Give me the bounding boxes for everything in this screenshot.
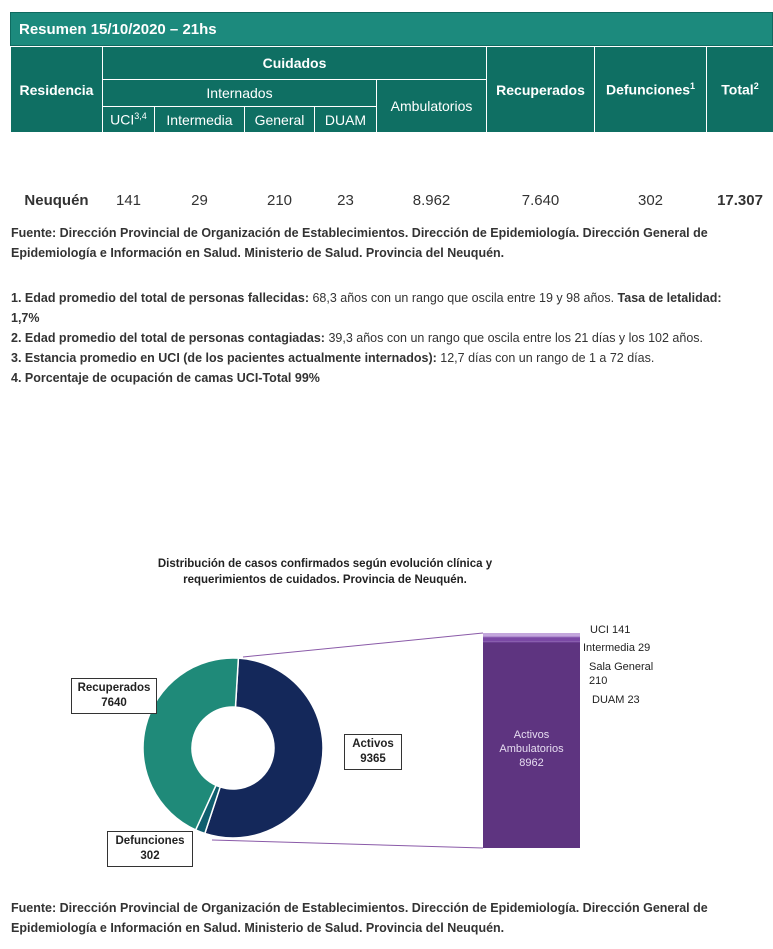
- summary-table: [10, 12, 773, 210]
- note-bold-2: Tasa de letalidad: 1,7%: [11, 291, 722, 325]
- duam-side-label: DUAM 23: [592, 694, 640, 706]
- ambulatorios-bar-label: [483, 728, 580, 770]
- summary-grid: [10, 46, 773, 210]
- header-general: General: [245, 107, 315, 133]
- defunciones-name: Defunciones: [115, 835, 185, 847]
- note-bold: 4. Porcentaje de ocupación de camas UCI-Total 99%: [11, 371, 320, 385]
- sala-general-line2: 210: [589, 675, 608, 687]
- header-recuperados: Recuperados: [487, 47, 595, 133]
- bar-segment-intermedia: [483, 636, 580, 637]
- activos-label: [344, 734, 402, 770]
- header-total-note: 2: [753, 81, 759, 92]
- note-bold: 3. Estancia promedio en UCI (de los pacientes actualmente internados):: [11, 351, 441, 365]
- activos-name: Activos: [352, 738, 394, 750]
- summary-title: Resumen 15/10/2020 – 21hs: [10, 12, 773, 46]
- recuperados-label: [71, 678, 157, 714]
- ambulatorios-value: 8962: [519, 757, 544, 769]
- ambulatorios-label-line2: Ambulatorios: [499, 743, 564, 755]
- activos-value: 9365: [360, 753, 386, 765]
- header-residencia: Residencia: [11, 47, 103, 133]
- header-uci-note: 3,4: [134, 111, 147, 122]
- defunciones-label: [107, 831, 193, 867]
- connector-line-bottom: [212, 840, 483, 848]
- header-internados: Internados: [103, 80, 377, 107]
- source-text-2: Fuente: Dirección Provincial de Organización de Establecimientos. Dirección de Epidemiología. Dirección General de Epidemiología e Información en Salud. Ministerio de Salud. Provincia del Neuquén.: [11, 901, 708, 935]
- donut-group: [143, 658, 323, 838]
- header-defunciones: [595, 47, 707, 133]
- cell-recuperados: 7.640: [487, 133, 595, 210]
- note-text: 39,3 años con un rango que oscila entre los 21 días y los 102 años.: [328, 331, 703, 345]
- note-item: [11, 328, 731, 348]
- bar-segment-uci: [483, 633, 580, 636]
- cell-residencia: Neuquén: [11, 133, 103, 210]
- ambulatorios-label-line1: Activos: [513, 729, 550, 741]
- recuperados-name: Recuperados: [77, 682, 151, 694]
- header-ambulatorios: Ambulatorios: [377, 80, 487, 133]
- uci-side-label: UCI 141: [590, 624, 631, 636]
- note-text: 12,7 días con un rango de 1 a 72 días.: [440, 351, 655, 365]
- bar-segment-sala-general: [483, 637, 580, 642]
- recuperados-value: 7640: [101, 697, 127, 709]
- cell-duam: 23: [315, 133, 377, 210]
- defunciones-value: 302: [140, 850, 160, 862]
- note-text: 68,3 años con un rango que oscila entre 19 y 98 años.: [312, 291, 618, 305]
- source-text: Fuente: Dirección Provincial de Organización de Establecimientos. Dirección de Epidemiología. Dirección General de Epidemiología e Información en Salud. Ministerio de Salud. Provincia del Neuquén.: [11, 226, 708, 260]
- connector-line-top: [243, 633, 483, 657]
- cell-ambulatorios: 8.962: [377, 133, 487, 210]
- note-item: [11, 368, 731, 388]
- table-row: [11, 133, 773, 210]
- cell-total: 17.307: [707, 133, 773, 210]
- note-bold: 2. Edad promedio del total de personas contagiadas:: [11, 331, 329, 345]
- header-intermedia: Intermedia: [155, 107, 245, 133]
- cell-intermedia: 29: [155, 133, 245, 210]
- bar-segment-duam: [483, 642, 580, 643]
- note-item: [11, 288, 731, 328]
- header-cuidados: Cuidados: [103, 47, 487, 80]
- intermedia-side-label: Intermedia 29: [583, 642, 651, 654]
- chart-title: Distribución de casos confirmados según evolución clínica y requerimientos de cuidados. Provincia de Neuquén.: [157, 558, 493, 586]
- note-item: [11, 348, 731, 368]
- header-defunciones-note: 1: [690, 81, 696, 92]
- header-duam: DUAM: [315, 107, 377, 133]
- sala-general-line1: Sala General: [589, 661, 654, 673]
- cell-uci: 141: [103, 133, 155, 210]
- sala-general-side-label: [589, 660, 653, 688]
- header-defunciones-label: Defunciones: [606, 81, 691, 98]
- header-total-label: Total: [721, 81, 754, 98]
- cell-general: 210: [245, 133, 315, 210]
- cell-defunciones: 302: [595, 133, 707, 210]
- notes-list: [11, 288, 731, 388]
- note-bold: 1. Edad promedio del total de personas fallecidas:: [11, 291, 313, 305]
- header-uci-label: UCI: [110, 111, 135, 128]
- header-total: [707, 47, 773, 133]
- header-uci: [103, 107, 155, 133]
